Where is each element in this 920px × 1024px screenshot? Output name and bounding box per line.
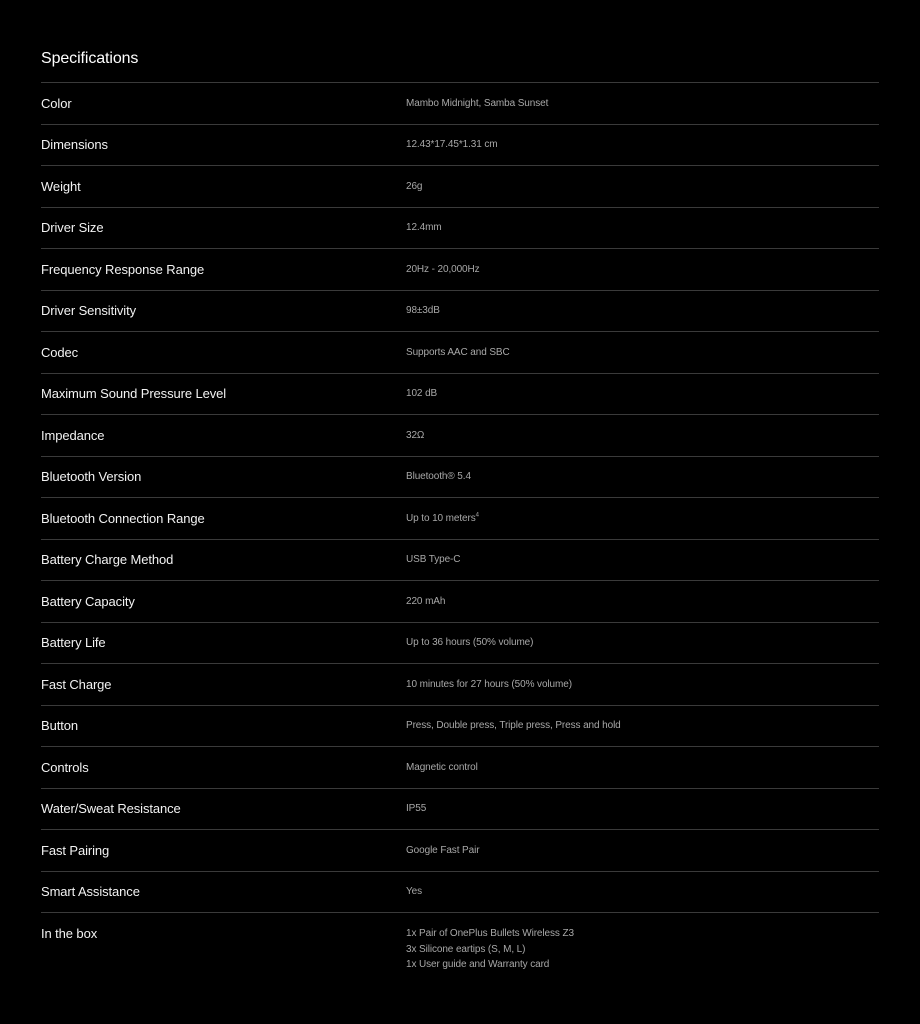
in-the-box-items	[406, 926, 574, 973]
spec-row-battery-charge-method	[41, 540, 879, 582]
spec-value: Google Fast Pair	[406, 844, 480, 856]
spec-label: Dimensions	[41, 137, 108, 153]
spec-row-bluetooth-version	[41, 457, 879, 499]
spec-row-bluetooth-range	[41, 498, 879, 540]
spec-row-max-spl	[41, 374, 879, 416]
spec-label: Bluetooth Connection Range	[41, 510, 205, 526]
in-the-box-item: 1x User guide and Warranty card	[406, 959, 550, 970]
spec-value: 10 minutes for 27 hours (50% volume)	[406, 678, 572, 690]
spec-value: 32Ω	[406, 429, 425, 441]
spec-value: 12.4mm	[406, 222, 442, 233]
spec-row-water-resistance	[41, 789, 879, 831]
spec-value: 220 mAh	[406, 595, 446, 607]
spec-value: 98±3dB	[406, 305, 440, 316]
spec-value: Bluetooth® 5.4	[406, 471, 471, 482]
spec-value: Mambo Midnight, Samba Sunset	[406, 97, 549, 109]
spec-value: 26g	[406, 180, 423, 192]
spec-label: Impedance	[41, 427, 105, 443]
spec-label: Battery Life	[41, 635, 106, 651]
spec-row-frequency-response	[41, 249, 879, 291]
spec-label: Driver Sensitivity	[41, 303, 136, 319]
in-the-box-item: 1x Pair of OnePlus Bullets Wireless Z3	[406, 928, 574, 939]
spec-row-battery-life	[41, 623, 879, 665]
spec-label: Fast Charge	[41, 676, 112, 692]
spec-label: Fast Pairing	[41, 842, 110, 858]
spec-row-in-the-box	[41, 913, 879, 973]
footnote-marker: 4	[475, 512, 479, 519]
spec-value	[406, 511, 479, 527]
spec-value: Magnetic control	[406, 761, 478, 773]
spec-label: Driver Size	[41, 220, 104, 236]
spec-value: Press, Double press, Triple press, Press and hold	[406, 720, 621, 731]
spec-label: In the box	[41, 926, 98, 941]
spec-label: Controls	[41, 759, 89, 775]
spec-row-fast-charge	[41, 664, 879, 706]
spec-row-battery-capacity	[41, 581, 879, 623]
spec-row-impedance	[41, 415, 879, 457]
spec-label: Maximum Sound Pressure Level	[41, 386, 227, 402]
spec-label: Codec	[41, 344, 79, 360]
spec-value: IP55	[406, 803, 427, 814]
spec-value: 12.43*17.45*1.31 cm	[406, 139, 498, 150]
spec-label: Water/Sweat Resistance	[41, 801, 181, 817]
spec-label: Bluetooth Version	[41, 469, 142, 485]
spec-value: Up to 36 hours (50% volume)	[406, 637, 534, 648]
spec-label: Battery Charge Method	[41, 552, 174, 568]
spec-row-button	[41, 706, 879, 748]
section-title: Specifications	[41, 0, 879, 83]
spec-value: USB Type-C	[406, 554, 461, 565]
spec-row-fast-pairing	[41, 830, 879, 872]
spec-value-text: Up to 10 meters	[406, 512, 476, 524]
spec-label: Frequency Response Range	[41, 261, 205, 277]
spec-value: 102 dB	[406, 388, 438, 399]
spec-label: Weight	[41, 178, 81, 194]
spec-row-dimensions	[41, 125, 879, 167]
spec-row-codec	[41, 332, 879, 374]
spec-label: Button	[41, 718, 78, 734]
spec-value: Supports AAC and SBC	[406, 346, 510, 358]
spec-list	[41, 83, 879, 973]
spec-value: 20Hz - 20,000Hz	[406, 263, 480, 275]
spec-row-smart-assistance	[41, 872, 879, 914]
spec-row-controls	[41, 747, 879, 789]
spec-row-weight	[41, 166, 879, 208]
specifications-section	[41, 0, 879, 973]
spec-row-color	[41, 83, 879, 125]
spec-label: Smart Assistance	[41, 884, 140, 900]
spec-label: Battery Capacity	[41, 593, 135, 609]
spec-label: Color	[41, 95, 72, 111]
spec-row-driver-sensitivity	[41, 291, 879, 333]
in-the-box-item: 3x Silicone eartips (S, M, L)	[406, 943, 526, 955]
spec-row-driver-size	[41, 208, 879, 250]
spec-value: Yes	[406, 886, 423, 897]
